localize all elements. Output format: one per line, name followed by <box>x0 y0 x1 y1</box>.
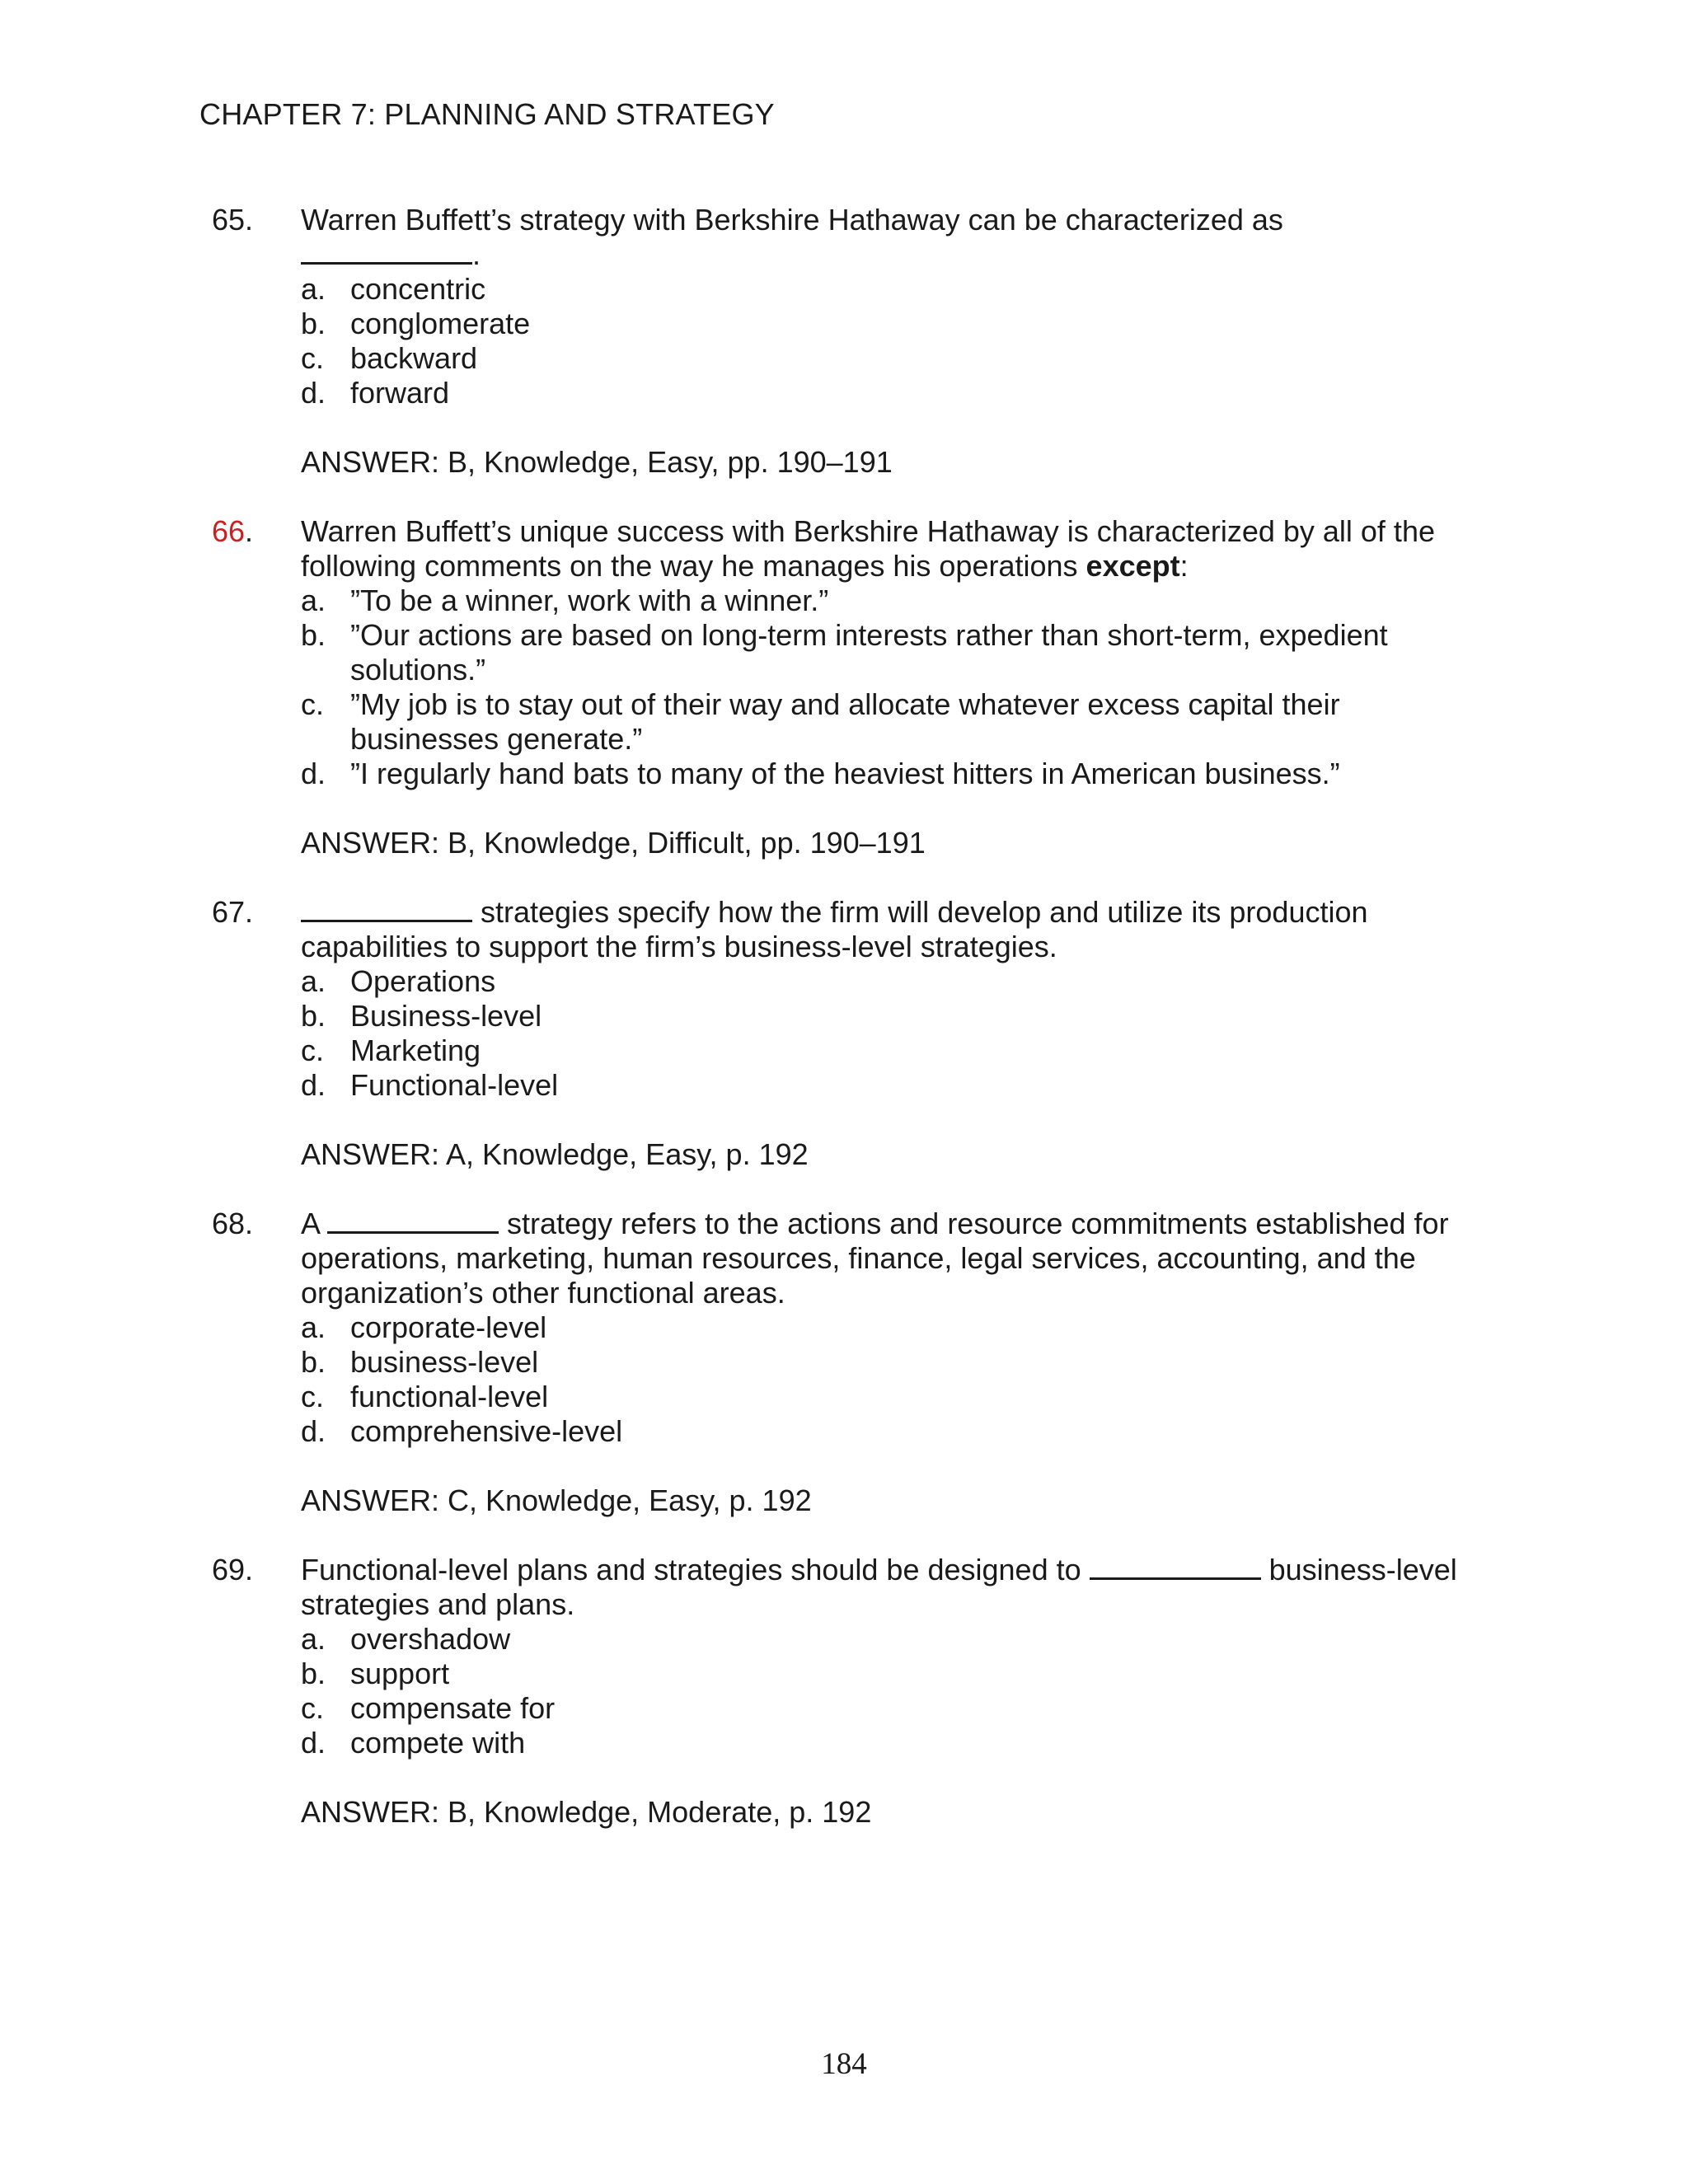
answer-blank <box>301 895 472 922</box>
answer-line: ANSWER: B, Knowledge, Difficult, pp. 190–191 <box>301 826 926 860</box>
answer-line: ANSWER: A, Knowledge, Easy, p. 192 <box>301 1137 809 1171</box>
answer-line: ANSWER: B, Knowledge, Moderate, p. 192 <box>301 1795 872 1829</box>
option-d: d. compete with <box>301 1726 526 1760</box>
option-d: d. Functional-level <box>301 1068 559 1102</box>
option-a: a. overshadow <box>301 1622 511 1656</box>
option-a: a. corporate-level <box>301 1310 547 1344</box>
option-d: d. forward <box>301 376 450 410</box>
question-69 <box>0 1553 1688 1830</box>
question-stem: Warren Buffett’s unique success with Berkshire Hathaway is characterized by all of the following comments on the way he manages his operations except: <box>301 514 1435 583</box>
option-b: b. support <box>301 1657 450 1690</box>
question-stem: A strategy refers to the actions and resource commitments established for operations, marketing, human resources, finance, legal services, accounting, and the organization’s other functional areas. <box>301 1207 1449 1310</box>
question-number: 65. <box>212 203 254 237</box>
option-list <box>0 272 1688 410</box>
option-list <box>0 964 1688 1103</box>
page-number: 184 <box>821 2047 867 2081</box>
option-c: c. ”My job is to stay out of their way and allocate whatever excess capital their businesses generate.” <box>301 687 1340 756</box>
question-number: 68. <box>212 1207 254 1240</box>
option-b: b. business-level <box>301 1345 539 1379</box>
answer-blank <box>327 1207 499 1234</box>
answer-blank <box>1090 1553 1261 1580</box>
option-b: b. Business-level <box>301 999 542 1033</box>
option-a: a. ”To be a winner, work with a winner.” <box>301 583 829 617</box>
answer-line: ANSWER: C, Knowledge, Easy, p. 192 <box>301 1483 812 1517</box>
answer-line: ANSWER: B, Knowledge, Easy, pp. 190–191 <box>301 445 893 479</box>
question-stem: strategies specify how the firm will develop and utilize its production capabilities to support the firm’s business-level strategies. <box>301 895 1368 963</box>
option-c: c. compensate for <box>301 1691 556 1725</box>
emphasis-except: except <box>1085 549 1180 583</box>
question-number: 66. <box>212 514 254 548</box>
option-a: a. Operations <box>301 964 496 998</box>
option-d: d. comprehensive-level <box>301 1414 623 1448</box>
option-d: d. ”I regularly hand bats to many of the heaviest hitters in American business.” <box>301 757 1340 790</box>
question-stem: Functional-level plans and strategies should be designed to business-level strategies and plans. <box>301 1553 1457 1621</box>
option-a: a. concentric <box>301 272 486 306</box>
question-67 <box>0 895 1688 1172</box>
option-list <box>0 1622 1688 1760</box>
question-68 <box>0 1207 1688 1518</box>
option-list <box>0 583 1688 791</box>
option-b: b. ”Our actions are based on long-term interests rather than short-term, expedient solutions.” <box>301 618 1388 687</box>
question-66 <box>0 514 1688 860</box>
answer-blank <box>301 237 472 265</box>
option-c: c. Marketing <box>301 1033 481 1067</box>
option-c: c. backward <box>301 341 478 375</box>
question-number: 69. <box>212 1553 254 1586</box>
option-list <box>0 1310 1688 1449</box>
option-b: b. conglomerate <box>301 307 531 340</box>
question-65 <box>0 203 1688 480</box>
chapter-title: CHAPTER 7: PLANNING AND STRATEGY <box>199 97 775 131</box>
option-c: c. functional-level <box>301 1380 549 1413</box>
question-stem: Warren Buffett’s strategy with Berkshire Hathaway can be characterized as . <box>301 203 1283 271</box>
question-number: 67. <box>212 895 254 929</box>
question-list <box>0 203 1688 1864</box>
